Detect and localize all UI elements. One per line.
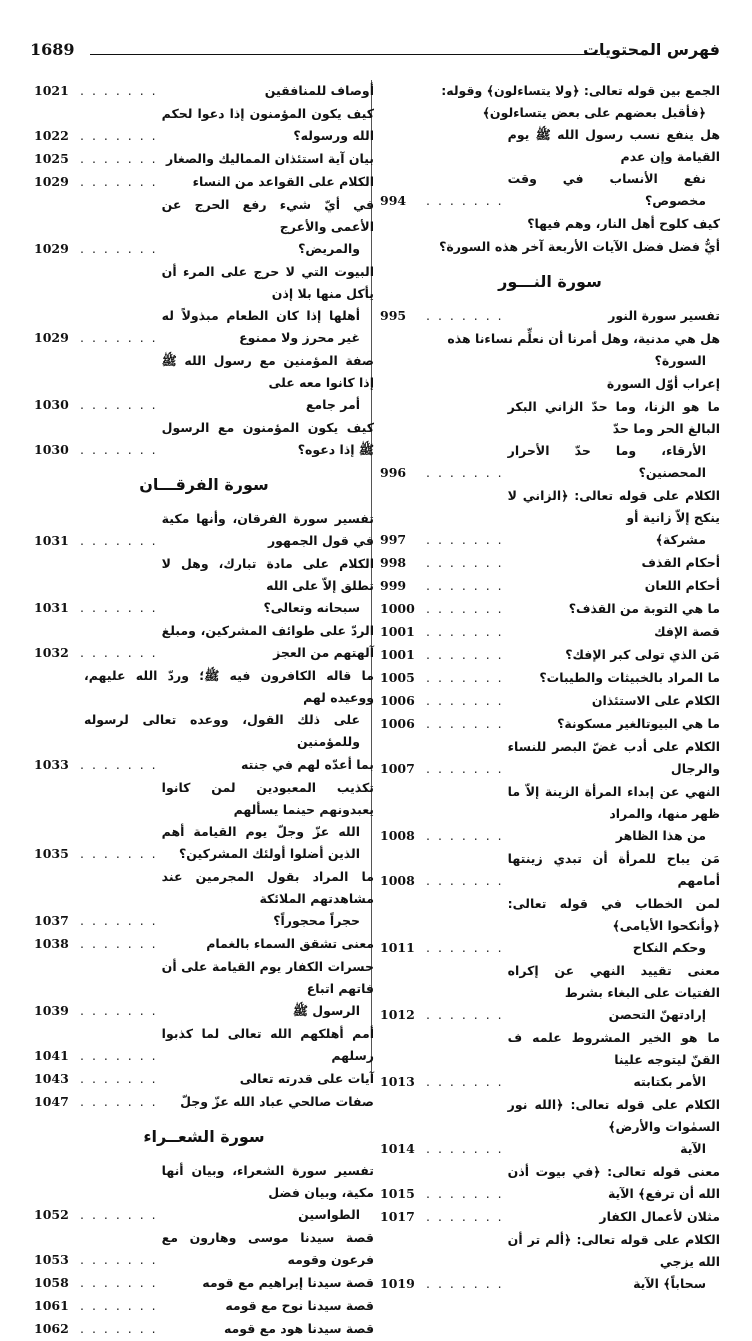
leader-dots: . . . . . . . [80,1207,158,1222]
toc-list [34,1160,374,1340]
toc-entry[interactable] [34,417,374,461]
toc-entry-title: مَن يباح للمرأة أن تبدي زينتها أمامهم [507,851,720,888]
toc-entry-title: البيوت التي لا حرج على المرء أن يأكل منها بلا إذن [161,264,374,301]
toc-entry[interactable] [380,644,720,666]
section-title: سورة الشعــراء [143,1127,265,1146]
toc-entry[interactable] [380,236,720,258]
toc-entry-continuation: وحكم النكاح [632,940,706,955]
toc-entry[interactable] [34,956,374,1022]
toc-entry-title: مثلان لأعمال الكفار [599,1209,720,1224]
leader-dots: . . . . . . . [80,1298,158,1313]
toc-page-number: 1021 [34,83,69,98]
toc-page-number: 1015 [380,1186,415,1201]
toc-entry-text [162,417,374,461]
toc-page-number: 1001 [380,624,415,639]
toc-entry[interactable] [34,1023,374,1067]
toc-entry-title: ما المراد بقول المجرمين عند مشاهدتهم الملائكة [161,869,374,906]
toc-entry[interactable] [34,80,374,102]
toc-entry-text [508,1229,720,1295]
toc-entry-text [508,1161,720,1205]
leader-dots: . . . . . . . [426,1186,504,1201]
toc-entry[interactable] [34,171,374,193]
toc-page-number: 1030 [34,442,69,457]
toc-entry[interactable] [380,305,720,327]
toc-entry-text [508,124,720,212]
toc-entry-text [162,261,374,349]
leader-dots: . . . . . . . [80,1048,158,1063]
toc-page-number: 1061 [34,1298,69,1313]
toc-entry[interactable] [380,1161,720,1205]
toc-entry-continuation: سحاباً﴾ الآية [633,1276,706,1291]
toc-entry-title: في أيّ شيء رفع الحرج عن الأعمى والأعرج [161,197,374,234]
toc-entry[interactable] [34,261,374,349]
leader-dots: . . . . . . . [80,846,158,861]
toc-page-number: 1013 [380,1074,415,1089]
toc-entry[interactable] [34,350,374,416]
toc-entry[interactable] [34,754,374,776]
toc-page-number: 1006 [380,716,415,731]
toc-entry-text [162,1091,374,1113]
leader-dots: . . . . . . . [426,624,504,639]
leader-dots: . . . . . . . [80,442,158,457]
toc-entry-title: قصة الإفك [654,624,720,639]
toc-entry-title: أحكام اللعان [644,578,720,593]
toc-entry[interactable] [34,148,374,170]
toc-entry[interactable] [34,1091,374,1113]
leader-dots: . . . . . . . [426,670,504,685]
leader-dots: . . . . . . . [80,174,158,189]
leader-dots: . . . . . . . [426,555,504,570]
toc-entry-continuation: نفع الأنساب في وقت مخصوص؟ [507,171,706,208]
toc-entry-title: الكلام على أدب غضّ البصر للنساء والرجال [507,739,720,776]
leader-dots: . . . . . . . [80,397,158,412]
leader-dots: . . . . . . . [426,1141,504,1156]
toc-page-number: 1058 [34,1275,69,1290]
toc-page-number: 995 [380,308,407,323]
toc-entry[interactable] [380,485,720,551]
toc-page-number: 996 [380,465,407,480]
toc-entry[interactable] [34,1295,374,1317]
toc-page-number: 1029 [34,330,69,345]
toc-entry[interactable] [380,598,720,620]
intro-line: ﴿فأقبل بعضهم على بعض يتساءلون﴾ [482,105,706,120]
toc-entry-title: صفة المؤمنين مع رسول الله ﷺ إذا كانوا معه على [161,353,374,390]
toc-page-number: 1019 [380,1276,415,1291]
toc-entry[interactable] [34,866,374,932]
toc-entry-continuation: الأمر بكتابته [633,1074,706,1089]
leader-dots: . . . . . . . [426,1074,504,1089]
toc-page-number: 1030 [34,397,69,412]
section-title: سورة النـــور [498,272,602,291]
toc-entry-title: تفسير سورة النور [608,308,720,323]
toc-entry-text [508,781,720,847]
toc-entry-title: قصة سيدنا نوح مع قومه [225,1298,374,1313]
toc-entry-text [162,1023,374,1067]
leader-dots: . . . . . . . [426,308,504,323]
leader-dots: . . . . . . . [80,1321,158,1336]
toc-entry-continuation: حجراً محجوراً؟ [273,913,360,928]
toc-entry-title: تفسير سورة الفرقان، وأنها مكية في قول الجمهور [161,511,374,548]
leader-dots: . . . . . . . [426,465,504,480]
toc-entry-title: قصة سيدنا موسى وهارون مع فرعون وقومه [161,1230,374,1267]
toc-entry-title: حسرات الكفار يوم القيامة على أن فاتهم اتباع [161,959,374,996]
toc-page-number: 1047 [34,1094,69,1109]
toc-entry-text [508,575,720,597]
toc-entry-title: الكلام على مادة تبارك، وهل لا تطلق إلاّ على الله [161,556,374,593]
toc-entry-text [162,956,374,1022]
toc-entry-title: معنى تشقق السماء بالغمام [206,936,374,951]
toc-entry-title: ما هو الخير المشروط علمه ف القنّ ليتوجه علينا [507,1030,720,1067]
toc-entry-title: ما قاله الكافرون فيه ﷺ؛ وردّ الله عليهم، ووعيده لهم [84,668,374,705]
toc-entry[interactable] [34,508,374,552]
leader-dots: . . . . . . . [426,647,504,662]
toc-entry[interactable] [380,893,720,959]
toc-entry-text [162,350,374,416]
toc-entry-title: أيُّ فضل فضل الآيات الأربعة آخر هذه السورة؟ [439,239,720,254]
toc-entry-text [430,328,720,372]
toc-entry-text [508,848,720,892]
toc-entry-text [84,665,374,753]
leader-dots: . . . . . . . [80,1252,158,1267]
toc-entry-text [508,690,720,712]
toc-entry-text [508,1094,720,1160]
leader-dots: . . . . . . . [426,1209,504,1224]
toc-entry[interactable] [380,690,720,712]
toc-entry[interactable] [380,736,720,780]
toc-entry-title: أحكام القذف [641,555,720,570]
toc-entry-title: مَن الذي تولى كبر الإفك؟ [565,647,720,662]
toc-entry-text [162,620,374,664]
toc-entry-title: صفات صالحي عباد الله عزّ وجلّ [180,1094,374,1109]
leader-dots: . . . . . . . [80,757,158,772]
toc-entry-text [508,485,720,551]
toc-page-number: 1022 [34,128,69,143]
leader-dots: . . . . . . . [80,330,158,345]
toc-entry[interactable] [380,1206,720,1228]
toc-page-number: 1017 [380,1209,415,1224]
toc-entry[interactable] [34,194,374,260]
toc-entry-title: الكلام على الاستئذان [591,693,720,708]
toc-entry[interactable] [380,373,720,395]
toc-entry-title: ما هي البيوتالغير مسكونة؟ [557,716,720,731]
toc-entry-continuation: الآية [680,1141,706,1156]
toc-entry-text [162,777,374,865]
leader-dots: . . . . . . . [80,645,158,660]
toc-page-number: 1006 [380,693,415,708]
toc-entry-title: كيف يكون المؤمنون مع الرسول ﷺ إذا دعوه؟ [161,420,374,457]
toc-entry[interactable] [34,1227,374,1271]
toc-entry[interactable] [34,553,374,619]
toc-entry-text [162,103,374,147]
toc-page-number: 1005 [380,670,415,685]
toc-entry-continuation: الله عزّ وجلّ يوم القيامة أهم الذين أضلوا أولئك المشركين؟ [161,824,360,861]
leader-dots: . . . . . . . [426,940,504,955]
toc-entry[interactable] [380,328,720,372]
leader-dots: . . . . . . . [80,128,158,143]
toc-page-number: 1012 [380,1007,415,1022]
toc-entry[interactable] [34,1318,374,1340]
toc-entry-title: قصة سيدنا إبراهيم مع قومه [202,1275,374,1290]
toc-page-number: 1031 [34,600,69,615]
toc-entry[interactable] [380,667,720,689]
toc-entry-text [508,598,720,620]
toc-entry-title: إعراب أوّل السورة [606,376,720,391]
leader-dots: . . . . . . . [80,241,158,256]
toc-entry-text [508,396,720,484]
toc-entry[interactable] [380,124,720,212]
toc-entry-text [162,148,374,170]
page-title: فهرس المحتويات [582,40,720,59]
toc-entry[interactable] [380,552,720,574]
leader-dots: . . . . . . . [80,913,158,928]
leader-dots: . . . . . . . [426,873,504,888]
toc-entry-continuation: السورة؟ [654,353,706,368]
toc-entry-text [508,960,720,1026]
toc-entry-title: معنى قوله تعالى: ﴿في بيوت أذن الله أن ترفع﴾ الآية [507,1164,720,1201]
toc-entry-text [508,893,720,959]
toc-entry[interactable] [380,1027,720,1093]
toc-page-number: 1062 [34,1321,69,1336]
toc-entry-title: كيف كلوح أهل النار، وهم فيها؟ [527,216,720,231]
toc-page-number: 997 [380,532,407,547]
toc-entry[interactable] [380,575,720,597]
leader-dots: . . . . . . . [80,1003,158,1018]
leader-dots: . . . . . . . [426,532,504,547]
toc-entry-title: هل ينفع نسب رسول الله ﷺ يوم القيامة وإن عدم [507,127,720,164]
toc-entry[interactable] [380,621,720,643]
toc-entry-title: ما هي التوبة من القذف؟ [568,601,720,616]
toc-entry-text [508,667,720,689]
toc-entry-text [162,1272,374,1294]
toc-page-number: 1000 [380,601,415,616]
toc-entry-title: لمن الخطاب في قوله تعالى: ﴿وأنكحوا الأيامى﴾ [507,896,720,933]
toc-entry-title: الكلام على قوله تعالى: ﴿ألم تر أن الله يزجي [507,1232,720,1269]
toc-page-number: 999 [380,578,407,593]
toc-entry-text [162,171,374,193]
toc-entry-continuation: على ذلك القول، ووعده تعالى لرسوله وللمؤمنين [84,712,360,749]
toc-entry-title: تفسير سورة الشعراء، وبيان أنها مكية، وبيان فضل [161,1163,374,1200]
toc-page-number: 1011 [380,940,415,955]
toc-page-number: 1035 [34,846,69,861]
leader-dots: . . . . . . . [80,1275,158,1290]
left-column [34,80,374,1341]
toc-entry-title: الكلام على القواعد من النساء [192,174,374,189]
toc-entry-title: الردّ على طوائف المشركين، ومبلغ آلهتهم من العجز [161,623,374,660]
leader-dots: . . . . . . . [426,601,504,616]
toc-entry-text [162,1295,374,1317]
toc-entry-text [430,373,720,395]
leader-dots: . . . . . . . [426,1276,504,1291]
toc-entry-continuation: الأرقاء، وما حدّ الأحرار المحصنين؟ [507,443,706,480]
toc-entry-title: أمم أهلكهم الله تعالى لما كذبوا رسلهم [161,1026,374,1063]
toc-entry-title: بما أعدّه لهم في جنته [241,757,374,772]
toc-entry-title: النهي عن إبداء المرأة الزينة إلاّ ما ظهر منها، والمراد [507,784,720,821]
toc-page-number: 1053 [34,1252,69,1267]
toc-list [34,508,374,1113]
leader-dots: . . . . . . . [80,600,158,615]
toc-entry-continuation: من هذا الظاهر [615,828,706,843]
toc-entry-continuation: أهلها إذا كان الطعام مبذولاً له غير محرز ولا ممنوع [161,308,360,345]
toc-entry-title: هل هي مدنية، وهل أمرنا أن نعلِّم نساءنا هذه [447,331,720,346]
toc-entry-text [162,866,374,932]
toc-entry-text [162,1160,374,1226]
leader-dots: . . . . . . . [80,1071,158,1086]
toc-entry-text [162,1227,374,1271]
toc-entry-text [508,644,720,666]
toc-entry-continuation: مشركة﴾ [655,532,706,547]
toc-entry-title: الكلام على قوله تعالى: ﴿الزاني لا ينكح إلاّ زانية أو [507,488,720,525]
toc-entry-title: بيان آية استئذان المماليك والصغار [166,151,374,166]
toc-entry-text [508,1027,720,1093]
toc-entry[interactable] [34,777,374,865]
toc-entry-text [508,713,720,735]
toc-entry[interactable] [34,620,374,664]
header-divider [90,54,600,55]
section-title: سورة الفرقـــان [139,475,269,494]
toc-entry-title: قصة سيدنا هود مع قومه [223,1321,374,1336]
toc-entry-title: ما المراد بالخبيثات والطيبات؟ [539,670,720,685]
intro-line: الجمع بين قوله تعالى: ﴿ولا يتساءلون﴾ وقوله: [441,83,720,98]
toc-entry[interactable] [380,848,720,892]
leader-dots: . . . . . . . [426,193,504,208]
toc-page-number: 1039 [34,1003,69,1018]
toc-entry-text [162,508,374,552]
toc-entry-text [430,213,720,235]
toc-entry-title: الكلام على قوله تعالى: ﴿الله نور السمٰوات والأرض﴾ [507,1097,720,1134]
toc-entry-text [508,552,720,574]
toc-page-number: 998 [380,555,407,570]
toc-entry-text [162,194,374,260]
leader-dots: . . . . . . . [426,828,504,843]
toc-entry-text [162,754,374,776]
toc-entry-text [508,736,720,780]
leader-dots: . . . . . . . [426,716,504,731]
toc-page-number: 1007 [380,761,415,776]
page-number: 1689 [30,40,75,59]
toc-entry-continuation: الطواسين [298,1207,360,1222]
toc-page-number: 1052 [34,1207,69,1222]
toc-entry-text [508,621,720,643]
toc-entry-title: أوصاف للمنافقين [264,83,374,98]
toc-page-number: 1014 [380,1141,415,1156]
toc-page-number: 1038 [34,936,69,951]
toc-entry[interactable] [380,396,720,484]
toc-page-number: 1041 [34,1048,69,1063]
toc-page-number: 1031 [34,533,69,548]
toc-entry-continuation: سبحانه وتعالى؟ [263,600,360,615]
toc-entry-text [162,1318,374,1340]
toc-entry-text [162,80,374,102]
toc-page-number: 1043 [34,1071,69,1086]
toc-entry[interactable] [34,103,374,147]
toc-page-number: 1001 [380,647,415,662]
toc-page-number: 1008 [380,873,415,888]
toc-entry-continuation: أمر جامع [305,397,360,412]
leader-dots: . . . . . . . [426,761,504,776]
toc-entry[interactable] [380,1229,720,1295]
toc-entry-title: كيف يكون المؤمنون إذا دعوا لحكم الله ورسوله؟ [161,106,374,143]
toc-page-number: 1008 [380,828,415,843]
leader-dots: . . . . . . . [80,151,158,166]
toc-entry[interactable] [380,960,720,1026]
toc-entry[interactable] [34,1272,374,1294]
toc-entry-title: آيات على قدرته تعالى [239,1071,374,1086]
toc-entry[interactable] [380,713,720,735]
toc-entry-continuation: والمريض؟ [298,241,360,256]
toc-entry[interactable] [34,1068,374,1090]
leader-dots: . . . . . . . [80,83,158,98]
toc-entry-text [430,236,720,258]
toc-entry[interactable] [34,1160,374,1226]
toc-entry[interactable] [34,665,374,753]
leader-dots: . . . . . . . [80,1094,158,1109]
page-header [30,38,720,66]
toc-entry-continuation: إرادتهنّ التحصن [608,1007,706,1022]
toc-entry[interactable] [380,213,720,235]
leader-dots: . . . . . . . [426,693,504,708]
toc-page-number: 1037 [34,913,69,928]
toc-entry-text [162,553,374,619]
toc-entry-text [162,1068,374,1090]
toc-entry-title: تكذيب المعبودين لمن كانوا يعبدونهم حينما يسألهم [161,780,374,817]
leader-dots: . . . . . . . [80,533,158,548]
toc-page-number: 994 [380,193,407,208]
toc-page-number: 1029 [34,241,69,256]
toc-page-number: 1025 [34,151,69,166]
toc-entry-text [508,1206,720,1228]
toc-list [380,305,720,1295]
toc-entry[interactable] [380,1094,720,1160]
toc-page-number: 1029 [34,174,69,189]
toc-entry[interactable] [380,781,720,847]
toc-entry-continuation: الرسول ﷺ [292,1003,360,1018]
leader-dots: . . . . . . . [80,936,158,951]
leader-dots: . . . . . . . [426,1007,504,1022]
toc-entry[interactable] [34,933,374,955]
toc-entry-title: معنى تقييد النهي عن إكراه الفتيات على البغاء بشرط [507,963,720,1000]
toc-page-number: 1033 [34,757,69,772]
toc-entry-text [162,933,374,955]
toc-page-number: 1032 [34,645,69,660]
toc-list [34,80,374,461]
toc-list [380,124,720,258]
leader-dots: . . . . . . . [426,578,504,593]
toc-entry-title: ما هو الزنا، وما حدّ الزاني البكر البالغ الحر وما حدّ [507,399,720,436]
toc-entry-text [508,305,720,327]
